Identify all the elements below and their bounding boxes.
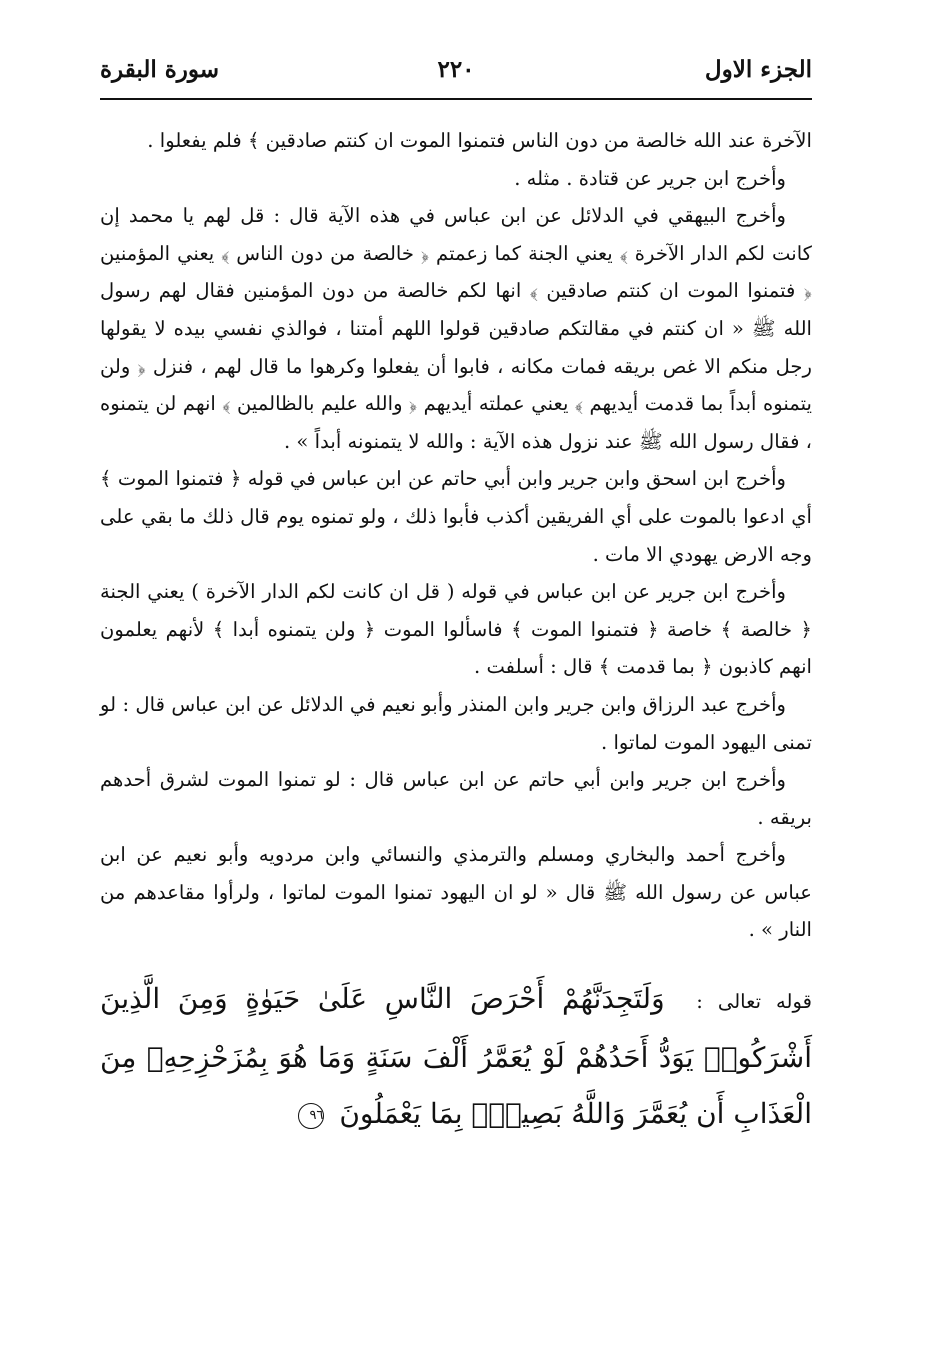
verse-intro: قوله تعالى : <box>696 990 813 1014</box>
paragraph: وأخرج عبد الرزاق وابن جرير وابن المنذر وأبو نعيم في الدلائل عن ابن عباس قال : لو تمنى اليهود الموت لماتوا . <box>100 692 812 754</box>
page-header <box>100 50 812 100</box>
paragraph: وأخرج البيهقي في الدلائل عن ابن عباس في هذه الآية قال : قل لهم يا محمد إن كانت لكم الدار الآخرة ﴾ يعني الجنة كما زعمتم ﴿ خالصة من دون الناس ﴾ يعني المؤمنين ﴿ فتمنوا الموت ان كنتم صادقين ﴾ انها لكم خالصة من دون المؤمنين فقال لهم رسول الله ﷺ « ان كنتم في مقالتكم صادقين قولوا اللهم أمتنا ، فوالذي نفسي بيده لا يقولها رجل منكم الا غص بريقه فمات مكانه ، فابوا أن يفعلوا وكرهوا ما قال لهم ، فنزل ﴿ ولن يتمنوه أبداً بما قدمت أيديهم ﴾ يعني عملته أيديهم ﴿ والله عليم بالظالمين ﴾ انهم لن يتمنوه ، فقال رسول الله ﷺ عند نزول هذه الآية : والله لا يتمنونه أبداً » . <box>100 204 812 453</box>
surah-title: سورة البقرة <box>100 56 220 83</box>
paragraph: وأخرج ابن جرير عن قتادة . مثله . <box>514 166 786 190</box>
paragraph: وأخرج ابن اسحق وابن جرير وابن أبي حاتم عن ابن عباس في قوله ﴿ فتمنوا الموت ﴾ أي ادعوا بالموت على أي الفريقين أكذب فأبوا ذلك ، ولو تمنوه يوم قال ذلك ما بقي على وجه الارض يهودي الا مات . <box>100 467 812 566</box>
paragraph: وأخرج أحمد والبخاري ومسلم والترمذي والنسائي وابن مردويه وأبو نعيم عن ابن عباس عن رسول الله ﷺ قال « لو ان اليهود تمنوا الموت لماتوا ، ولرأوا مقاعدهم من النار » . <box>100 843 812 942</box>
paragraph: الآخرة عند الله خالصة من دون الناس فتمنوا الموت ان كنتم صادقين ﴾ فلم يفعلوا . <box>147 129 812 152</box>
quran-verse-block <box>100 971 812 1142</box>
page-number: ٢٢٠ <box>437 56 475 83</box>
verse-text: وَلَتَجِدَنَّهُمْ أَحْرَصَ النَّاسِ عَلَىٰ حَيَوٰةٍ وَمِنَ الَّذِينَ أَشْرَكُوا۟ يَوَدُّ أَحَدُهُمْ لَوْ يُعَمَّرُ أَلْفَ سَنَةٍ وَمَا هُوَ بِمُزَحْزِحِهِۦ مِنَ الْعَذَابِ أَن يُعَمَّرَ وَاللَّهُ بَصِيرٌۢ بِمَا يَعْمَلُونَ <box>100 982 812 1131</box>
page-body <box>100 122 812 949</box>
ayah-number-marker: ٩٦ <box>298 1103 324 1129</box>
part-title: الجزء الاول <box>704 56 812 83</box>
book-page <box>100 50 812 1310</box>
paragraph: وأخرج ابن جرير عن ابن عباس في قوله ( قل ان كانت لكم الدار الآخرة ) يعني الجنة ﴿ خالصة ﴾ خاصة ﴿ فتمنوا الموت ﴾ فاسألوا الموت ﴿ ولن يتمنوه أبدا ﴾ لأنهم يعلمون انهم كاذبون ﴿ بما قدمت ﴾ قال : أسلفت . <box>100 580 812 679</box>
paragraph: وأخرج ابن جرير وابن أبي حاتم عن ابن عباس قال : لو تمنوا الموت لشرق أحدهم بريقه . <box>100 768 812 829</box>
